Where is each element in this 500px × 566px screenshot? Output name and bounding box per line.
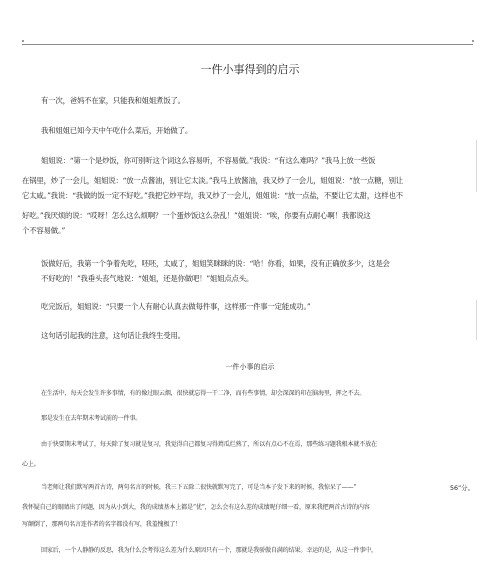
essay1-line: 我和姐姐已知今天中午吃什么菜后，开始做了。 [41,126,193,135]
essay1-line: 有一次，爸妈不在家，只能我和姐姐煮饭了。 [41,96,185,105]
header-dot-left [22,40,24,42]
essay1-line: 不好吃的！”我垂头丧气地说：“姐姐，还是你做吧！”姐姐点点头。 [41,274,254,283]
score-text: 56”分。 [450,485,474,492]
header-rule [22,44,473,45]
essay2-line: 在生活中，每天会发生许多事情，有的像过眼云烟，很快就忘得一干二净，而有些事情，却会深深的印在脑海里，挥之不去。 [41,390,366,397]
essay2-line: 由于快要期末考试了，每天除了复习就是复习，我觉得自己都复习得蔫瓜烂熟了，所以有点心不在焉，那些练习题我根本就不放在 [41,441,377,448]
essay2-line: 当老师让我们默写两首古诗，两句名言的时候，我三下五除二很快就默写完了，可是当本子发下来的时候，我惊呆了——“ [41,484,357,491]
essay1-line: 这句话引起我的注意，这句话让我终生受用。 [41,331,185,340]
document-title: 一件小事得到的启示 [200,63,300,76]
section-subtitle: 一件小事的启示 [225,363,275,371]
essay2-line: 那是发生在去年期末考试前的一件事。 [41,415,142,422]
essay1-line: 饭做好后，我第一个争着先吃，呸呸，太咸了，姐姐笑眯眯的说：“哈！你看，如果，没有正确放多少，这是会 [41,259,390,268]
essay2-line: 心上。 [22,461,40,468]
essay1-line: 姐姐说：“第一个是炒饭，你可别听这个词这么容易听，不容易做。”我说：“有这么难吗？”我马上放一些饭 [41,156,376,165]
essay1-line: 它太咸。”我说：“我做的饭一定不好吃。”我把它炒平均，我又炒了一会儿，姐姐说：“放一点盐，不要让它太甜，这样也不 [22,191,403,200]
margin-mark [476,140,477,192]
margin-mark [476,300,477,340]
essay1-line: 个不容易做。” [22,226,66,235]
essay2-line: 我怀疑自己的眼睛出了问题，因为从小到大，我的成绩基本上都是“优”，怎么会有这么差的成绩呢仔细一看，原来我把两首古诗的内容 [22,504,370,511]
header-dot-right [472,40,474,42]
essay2-line: 写颠倒了，那两句名言连作者的名字都没有写，我羞愧极了！ [22,521,182,528]
essay1-line: 好吃。”我厌烦的说：“哎呀！怎么这么烦啊？一个蛋炒饭这么杂乱！”姐姐说：“唉，你要有点耐心啊！我都说这 [22,211,371,220]
essay1-line: 在锅里，炒了一会儿，姐姐说：“放一点酱油，别让它太淡。”我马上放酱油，我又炒了一会儿，姐姐说：“放一点糖，别让 [22,176,403,185]
essay2-line: 回家后，一个人静静的反思，我为什么会考得这么差为什么原因只有一个，那就是我骄傲自满的结果。幸运的是，从这一件事中， [41,547,377,554]
essay1-line: 吃完饭后，姐姐说：“只要一个人有耐心认真去做每件事，这样那一件事一定能成功。” [41,302,311,311]
